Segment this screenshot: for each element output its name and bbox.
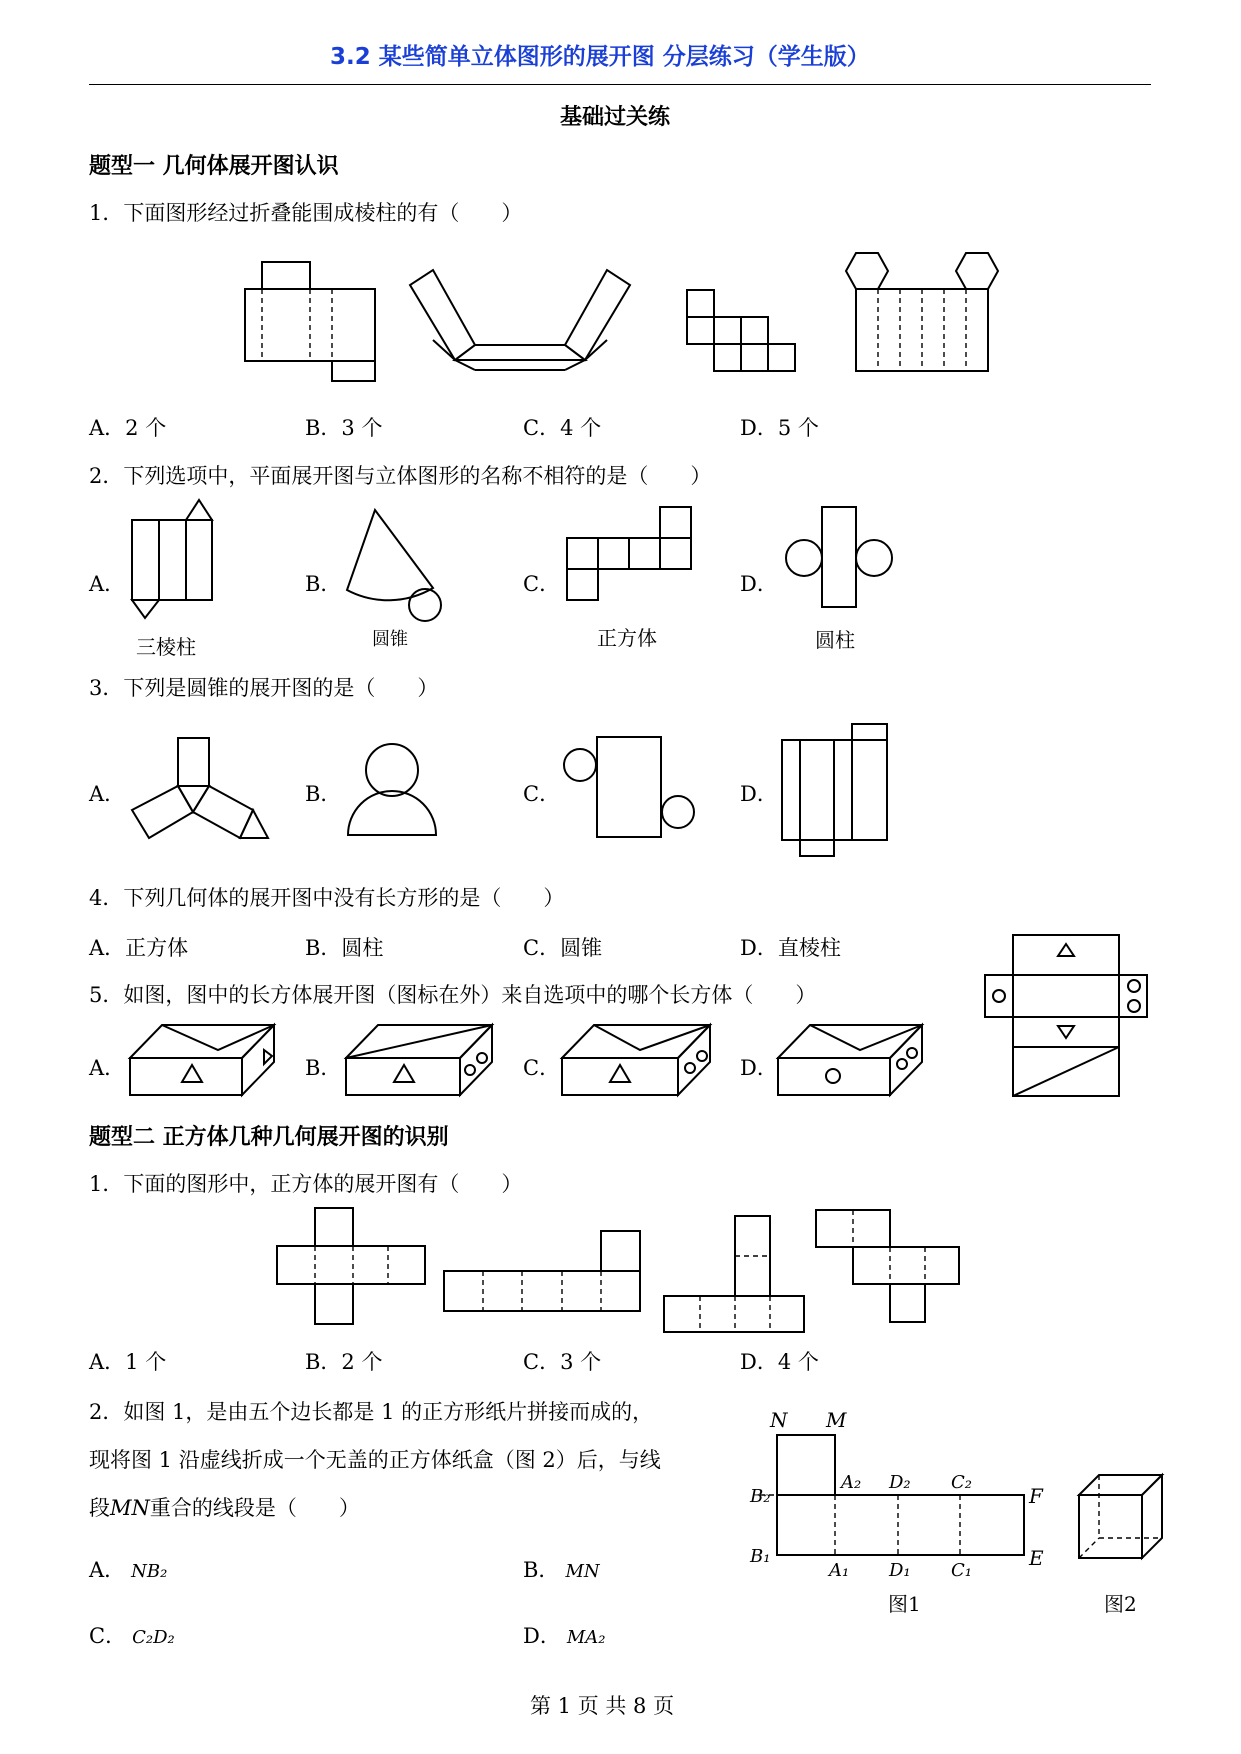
section2-title: 题型二 正方体几种几何展开图的识别: [89, 1125, 449, 1150]
s2-q2-line3-post: 重合的线段是（ ）: [149, 1496, 360, 1520]
s2-q2-option-c-seg: C₂D₂: [132, 1627, 175, 1648]
q3-fig-d-prism-net: [782, 724, 887, 856]
pt-b1: B₁: [750, 1546, 771, 1567]
q5-box-b: [346, 1025, 492, 1095]
s2-q2-line1: 2．如图 1，是由五个边长都是 1 的正方形纸片拼接而成的，: [89, 1400, 654, 1424]
s2-q1-fig-long-strip: [444, 1231, 640, 1311]
s1-q1-option-c[interactable]: C．4 个: [523, 416, 602, 440]
s1-q2-caption-d: 圆柱: [815, 628, 855, 652]
s2-q1-option-d[interactable]: D．4 个: [740, 1350, 819, 1374]
s2-q2-option-a-seg: NB₂: [131, 1561, 168, 1582]
header-divider: [89, 84, 1151, 85]
s2-q2-line3: [89, 1492, 360, 1522]
s2-q1-fig-cross: [277, 1208, 425, 1324]
s1-q2-caption-c: 正方体: [597, 626, 657, 650]
q3-fig-c-cylinder-net: [564, 737, 694, 837]
s1-q1-option-d[interactable]: D．5 个: [740, 416, 819, 440]
s1-q1-text: 1．下面图形经过折叠能围成棱柱的有（ ）: [89, 201, 523, 225]
s2-q2-line3-pre: 段: [89, 1496, 110, 1520]
q3-fig-a-triangle-pyramid-net: [132, 738, 268, 838]
q5-box-a: [130, 1025, 274, 1095]
s2-q2-option-a-label: A．: [89, 1558, 126, 1582]
s1-q4-option-d[interactable]: D．直棱柱: [740, 936, 841, 960]
fig1-caption: 图1: [888, 1592, 921, 1616]
s2-q2-option-b[interactable]: [523, 1554, 600, 1584]
s2-q1-fig-zigzag: [816, 1210, 959, 1322]
s2-q1-option-a[interactable]: A．1 个: [89, 1350, 167, 1374]
q1-fig-box-net: [245, 262, 375, 381]
s2-q2-fig1-net: [760, 1435, 1024, 1555]
q1-fig-strip: [410, 270, 630, 370]
s1-q3-label-a[interactable]: A．: [89, 782, 126, 806]
s2-q2-option-d[interactable]: [523, 1620, 606, 1650]
pt-a2: A₂: [841, 1472, 862, 1493]
s1-q5-label-a[interactable]: A．: [89, 1056, 126, 1080]
s2-q1-option-c[interactable]: C．3 个: [523, 1350, 602, 1374]
q2-fig-c-cube-net: [567, 507, 691, 600]
s2-q2-option-b-label: B．: [523, 1558, 560, 1582]
s1-q3-label-c[interactable]: C．: [523, 782, 561, 806]
pt-c2: C₂: [951, 1472, 972, 1493]
q1-fig-staircase: [687, 290, 795, 371]
s1-q4-option-b[interactable]: B．圆柱: [305, 936, 384, 960]
q3-fig-b-cone-net: [348, 744, 436, 835]
s2-q1-option-b[interactable]: B．2 个: [305, 1350, 383, 1374]
s2-q2-option-b-seg: MN: [565, 1561, 600, 1582]
s2-q2-option-c-label: C．: [89, 1624, 127, 1648]
s1-q2-label-b[interactable]: B．: [305, 572, 342, 596]
s1-q2-label-a[interactable]: A．: [89, 572, 126, 596]
s2-q2-option-c[interactable]: [89, 1620, 175, 1650]
s2-q2-option-d-label: D．: [523, 1624, 561, 1648]
q2-fig-d-cylinder-net: [786, 507, 892, 607]
q1-fig-hex-prism: [846, 253, 998, 371]
page-title: 3.2 某些简单立体图形的展开图 分层练习（学生版）: [330, 44, 870, 70]
s1-q5-label-b[interactable]: B．: [305, 1056, 342, 1080]
s1-q5-label-c[interactable]: C．: [523, 1056, 561, 1080]
s1-q3-label-b[interactable]: B．: [305, 782, 342, 806]
s1-q5-label-d[interactable]: D．: [740, 1056, 778, 1080]
section1-title: 题型一 几何体展开图认识: [89, 154, 339, 179]
s1-q2-label-c[interactable]: C．: [523, 572, 561, 596]
pt-a1: A₁: [829, 1560, 850, 1581]
s1-q4-option-c[interactable]: C．圆锥: [523, 936, 603, 960]
s2-q2-option-d-seg: MA₂: [566, 1627, 606, 1648]
s1-q2-caption-b: 圆锥: [372, 629, 408, 650]
q2-fig-a-triangular-prism-net: [132, 500, 212, 618]
pt-d1: D₁: [889, 1560, 911, 1581]
pt-e: E: [1029, 1546, 1044, 1570]
s1-q1-option-b[interactable]: B．3 个: [305, 416, 383, 440]
s1-q4-option-a[interactable]: A．正方体: [89, 936, 189, 960]
s2-q1-fig-t-shape: [664, 1216, 804, 1332]
s1-q5-text: 5．如图，图中的长方体展开图（图标在外）来自选项中的哪个长方体（ ）: [89, 983, 817, 1007]
q5-reference-net: [985, 935, 1147, 1096]
s1-q2-text: 2．下列选项中，平面展开图与立体图形的名称不相符的是（ ）: [89, 464, 712, 488]
q2-fig-b-cone-net: [347, 510, 441, 621]
s1-q1-option-a[interactable]: A．2 个: [89, 416, 167, 440]
pt-m: M: [826, 1408, 847, 1432]
s2-q2-line3-seg: MN: [110, 1496, 150, 1520]
s2-q1-text: 1．下面的图形中，正方体的展开图有（ ）: [89, 1172, 523, 1196]
s1-q3-label-d[interactable]: D．: [740, 782, 778, 806]
pt-f: F: [1029, 1484, 1043, 1508]
s2-q2-option-a[interactable]: [89, 1554, 167, 1584]
s2-q2-fig2-box: [1079, 1475, 1162, 1558]
subtitle: 基础过关练: [560, 105, 671, 130]
s1-q2-caption-a: 三棱柱: [136, 635, 196, 659]
pt-b2: B₂: [750, 1486, 771, 1507]
pt-n: N: [770, 1408, 788, 1432]
s1-q2-label-d[interactable]: D．: [740, 572, 778, 596]
pt-d2: D₂: [889, 1472, 911, 1493]
pt-c1: C₁: [951, 1560, 972, 1581]
page-number: 第 1 页 共 8 页: [530, 1694, 675, 1718]
s2-q2-line2: 现将图 1 沿虚线折成一个无盖的正方体纸盒（图 2）后，与线: [89, 1448, 661, 1472]
fig2-caption: 图2: [1104, 1592, 1137, 1616]
s1-q4-text: 4．下列几何体的展开图中没有长方形的是（ ）: [89, 886, 565, 910]
q5-box-c: [562, 1025, 710, 1095]
q5-box-d: [778, 1025, 922, 1095]
s1-q3-text: 3．下列是圆锥的展开图的是（ ）: [89, 676, 439, 700]
